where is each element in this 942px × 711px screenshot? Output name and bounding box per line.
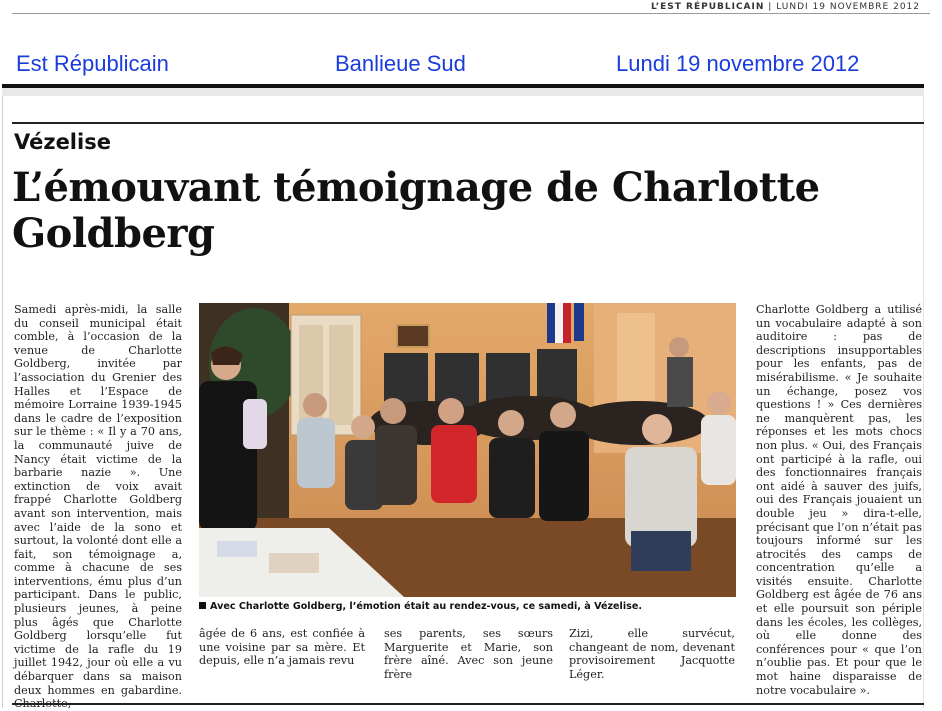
grey-band [2,88,924,96]
caption-square-icon [199,602,206,609]
running-head-paper: L’EST RÉPUBLICAIN [651,2,765,12]
running-head-date: LUNDI 19 NOVEMBRE 2012 [776,2,920,12]
article-column-4: Zizi, elle survécut, changeant de nom, devenant provisoirement Jacquotte Léger. [569,627,735,681]
source-edition: Banlieue Sud [335,51,466,76]
page-left-edge [2,96,3,708]
article-photo [199,303,736,597]
photo-illustration [199,303,736,597]
article-column-2: âgée de 6 ans, est confiée à une voisine par sa mère. Et depuis, elle n’a jamais revu [199,627,365,668]
article-headline: L’émouvant témoignage de Charlotte Goldberg [12,164,820,257]
source-date: Lundi 19 novembre 2012 [616,51,860,76]
running-head [645,2,920,12]
photo-caption [199,601,736,612]
article-kicker: Vézelise [14,130,111,154]
article-column-1: Samedi après-midi, la salle du conseil municipal était comble, à l’occasion de la venue de Charlotte Goldberg, invitée par l’association du Grenier des Halles et l’Espace de mémoire Lorraine 1939-1945 dans le cadre de l’exposition sur le thème : « Il y a 70 ans, la communauté juive de Nancy était victime de la barbarie nazie ». Une extinction de voix avait frappé Charlotte Goldberg avant son intervention, mais avec l’aide de la sono et surtout, la volonté dont elle a fait, son témoignage a, comme à chacune de ses interventions, ému plus d’un participant. Dans le public, plusieurs jeunes, à peine plus âgés que Charlotte Goldberg lorsqu’elle fut victime de la rafle du 19 juillet 1942, jour où elle a vu débarquer dans sa maison deux hommes en gabardine. [14,303,182,697]
running-head-band [0,0,942,18]
article-bottom-rule [12,703,924,705]
page-right-edge [923,96,924,708]
running-head-separator: | [768,2,773,12]
running-head-rule [12,13,930,14]
article-column-5: Charlotte Goldberg a utilisé un vocabulaire adapté à son auditoire : pas de descriptions insupportables pour les enfants, pas de misérabilisme. « Je souhaite un échange, posez vos questions ! » Ces dernières ne manquèrent pas, les réponses et les mots chocs non plus. « Oui, des Français ont participé à la rafle, oui des fonctionnaires français ont aidé à sauver des juifs, oui des Français jouaient un double jeu » dira-t-elle, précisant que l’on n’était pas toujours informé sur les atrocités des camps de concentration qu’elle a visités ensuite. Charlotte Goldberg est âgée de 76 ans et elle poursuit son périple dans les écoles, les collèges, où elle donne des conférences pour « que l’on n’oublie pas. Et pour que le mot haine disparaisse de notre vocabulaire ». [756,303,922,697]
article-column-3: ses parents, ses sœurs Marguerite et Marie, son frère aîné. Avec son jeune frère [384,627,553,681]
source-paper: Est Républicain [16,51,169,76]
article-top-rule [12,122,924,124]
source-bar [0,46,942,82]
caption-text: Avec Charlotte Goldberg, l’émotion était au rendez-vous, ce samedi, à Vézelise. [210,601,642,612]
